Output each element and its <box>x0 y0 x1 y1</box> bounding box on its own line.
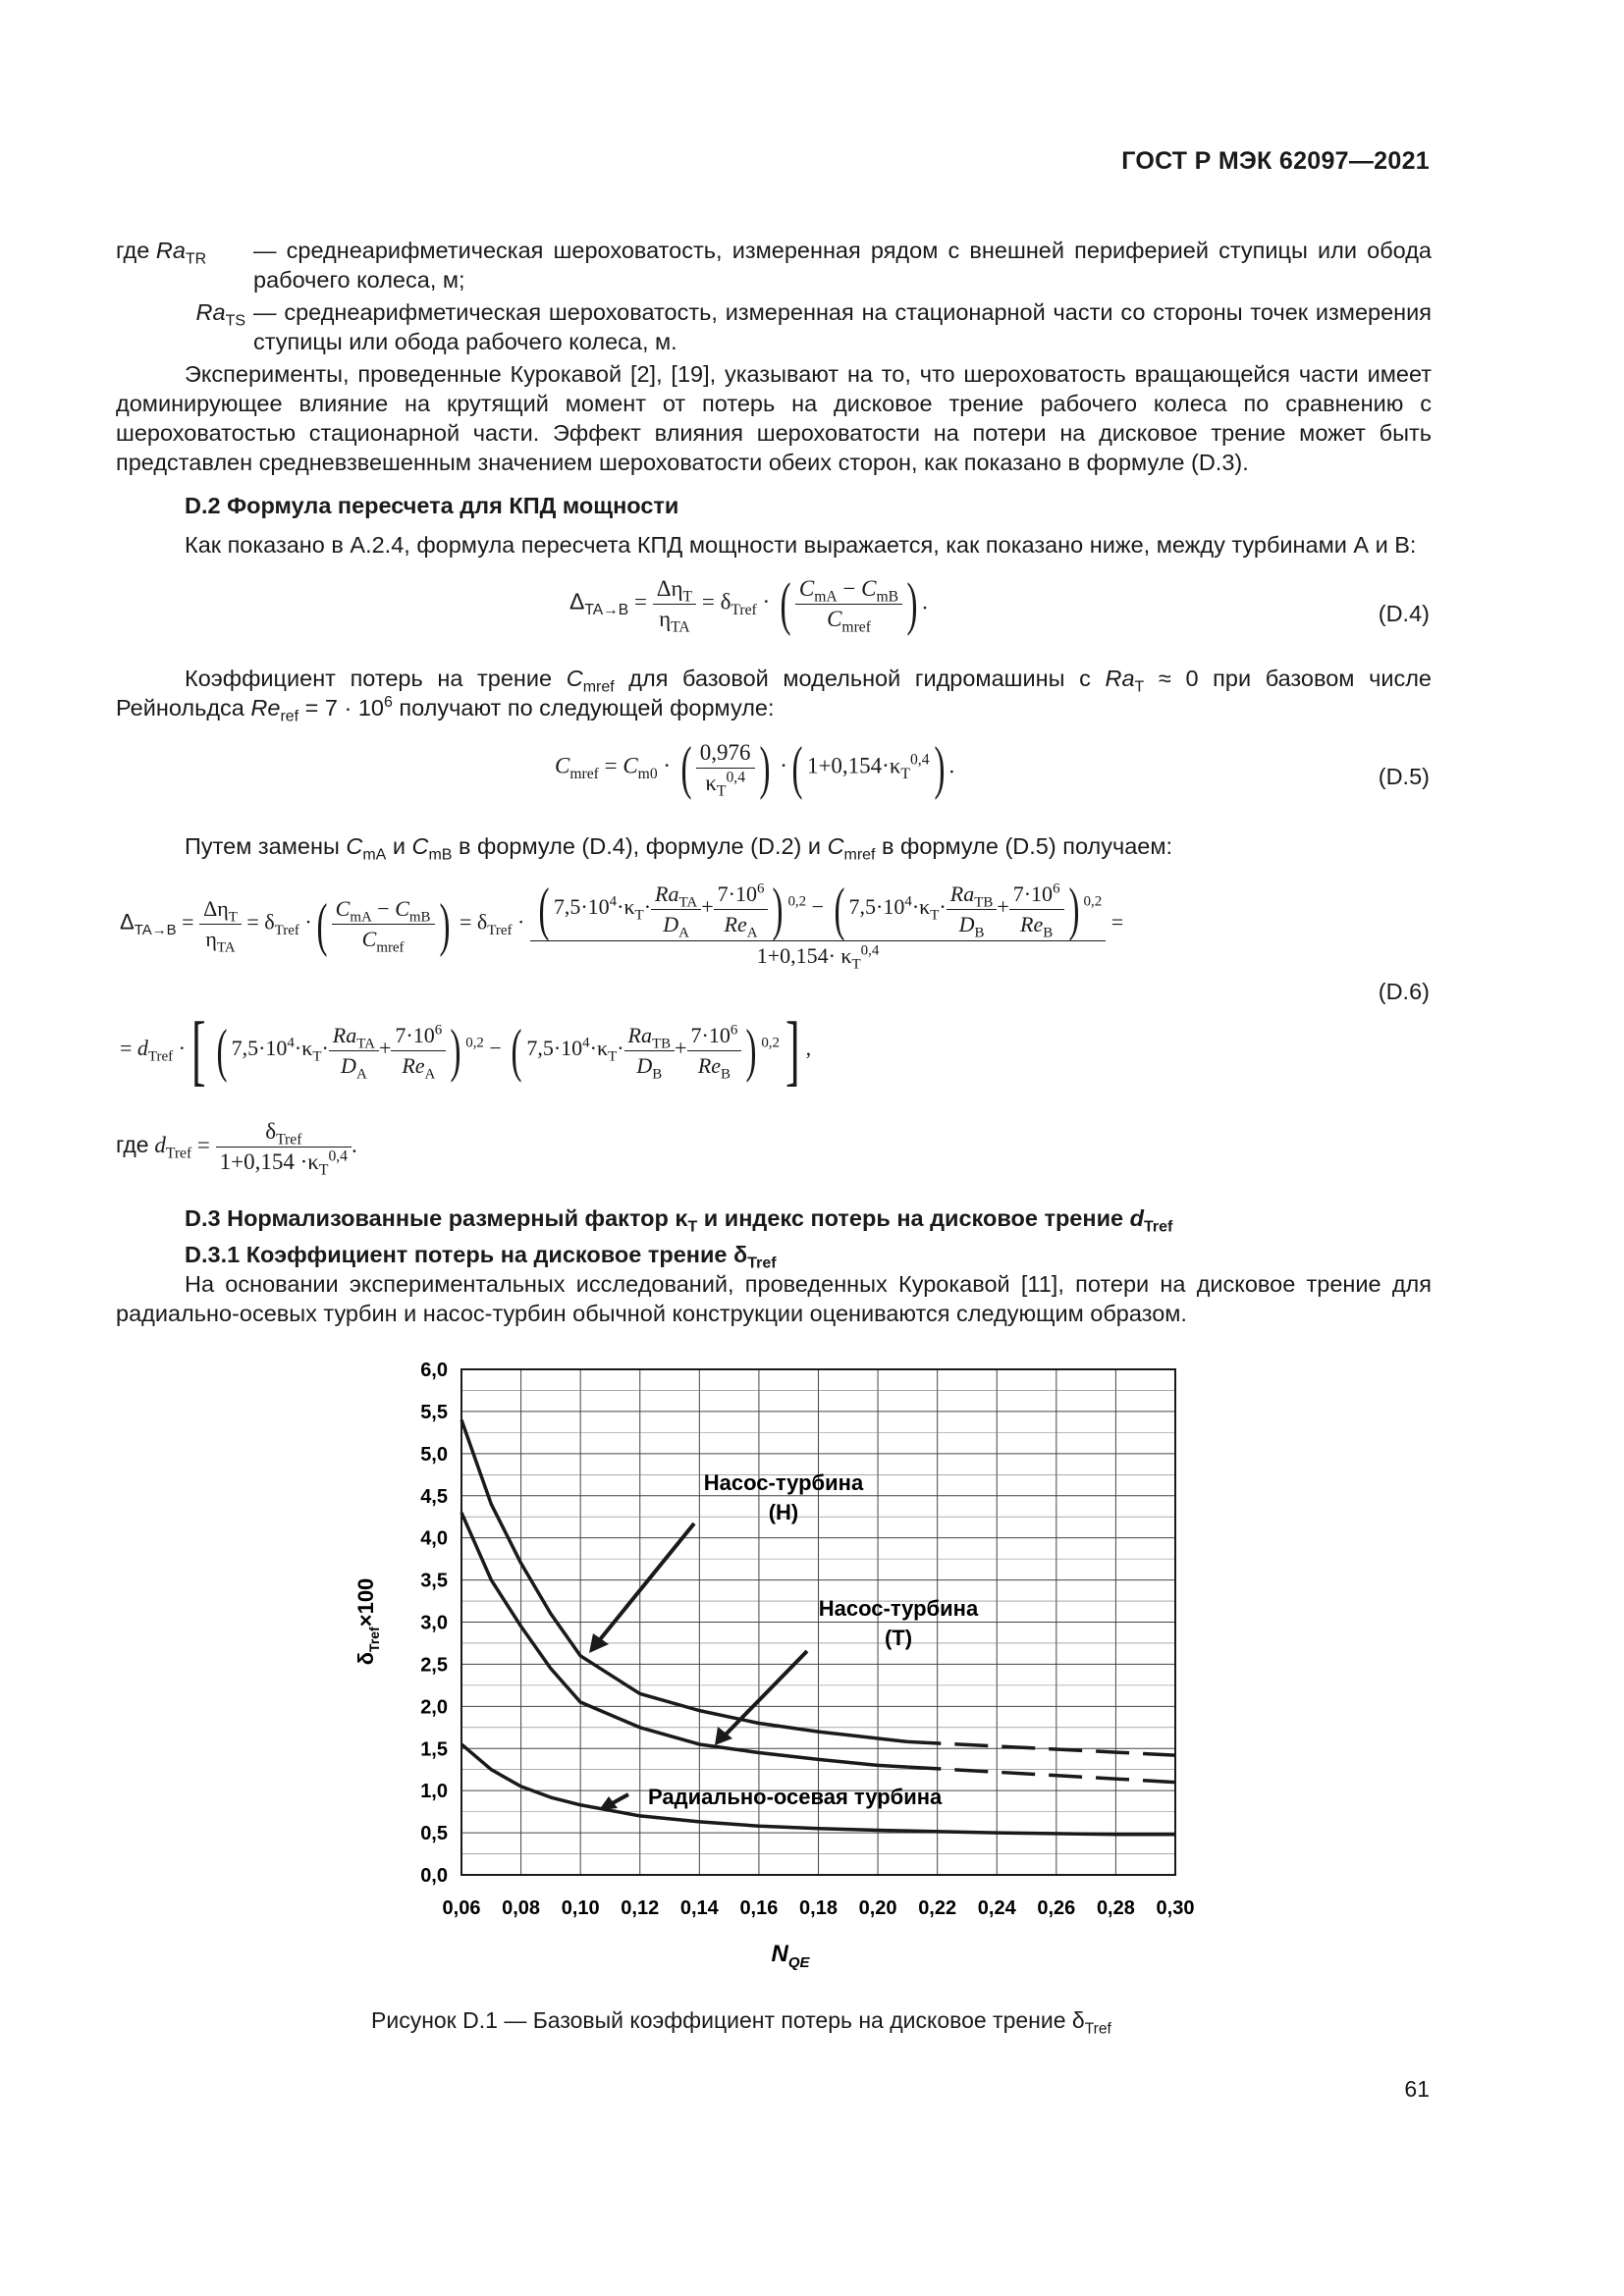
label-radial-axial-turbine: Радиально-осевая турбина <box>648 1785 943 1809</box>
paragraph-d31: На основании экспериментальных исследований, проведенных Курокавой [11], потери на дисковое трение для радиально-осевых турбин и насос-турбин обычной конструкции оцениваются следующим образом. <box>116 1271 1432 1326</box>
arrowhead-pump-turbine-h <box>589 1633 609 1653</box>
x-axis-ticks <box>443 1897 1195 1919</box>
x-tick-label: 0,18 <box>799 1897 838 1919</box>
y-tick-label: 2,0 <box>420 1696 448 1719</box>
x-tick-label: 0,30 <box>1156 1897 1195 1919</box>
y-tick-label: 4,5 <box>420 1485 448 1508</box>
label-pump-turbine-h: Насос-турбина <box>703 1470 864 1495</box>
standard-header: ГОСТ Р МЭК 62097—2021 <box>1121 147 1430 175</box>
x-tick-label: 0,20 <box>858 1897 897 1919</box>
paragraph-substitution: Путем замены $C_{mA}$ и $C_{mB}$ в формуле (D.4), формуле (D.2) и $C_{mref}$ в формуле (D.5) получаем: <box>185 833 1173 864</box>
x-tick-label: 0,12 <box>621 1897 660 1919</box>
x-tick-label: 0,08 <box>502 1897 541 1919</box>
equation-d6-line1: $\Delta_{TA\to B}$ = $\frac{\Delta\eta_T}{\eta_{TA}}$ = $\delta_{Tref}$ ·( $\frac{C_{mA} - C_{mB}}{C_{mref}}$ ) = $\delta_{Tref}$ · ( $7,5\cdot 10^4\cdot\kappa_T\cdot$ $\frac{Ra_{TA}}{D_A}$ + $\frac{7\cdot 10^6}{Re_A}$ ) $^{0,2}$ − ( $7,5\cdot 10^4\cdot\kappa_T\cdot$ $\frac{Ra_{TB}}{D_B}$ + $\frac{7\cdot 10^6}{Re_B}$ ) $^{0,2}$ $1+0,154\cdot \kappa_T^{0,4}$ = <box>120 877 1124 973</box>
series-line-1 <box>461 1513 907 1767</box>
y-tick-label: 1,0 <box>420 1781 448 1803</box>
y-tick-label: 4,0 <box>420 1527 448 1550</box>
y-tick-label: 0,5 <box>420 1823 448 1845</box>
where-label: где <box>116 238 150 263</box>
definition-ratr: где $Ra_{TR}$ — среднеарифметическая шероховатость, измеренная рядом с внешней периферией ступицы или обода рабочего колеса, м; <box>116 238 1432 293</box>
equation-d4-number: (D.4) <box>1378 601 1430 626</box>
x-tick-label: 0,28 <box>1096 1897 1135 1919</box>
x-tick-label: 0,14 <box>679 1897 719 1919</box>
y-tick-label: 0,0 <box>420 1865 448 1887</box>
x-tick-label: 0,06 <box>442 1897 481 1919</box>
y-tick-label: 6,0 <box>420 1360 448 1381</box>
paragraph-d2: Как показано в А.2.4, формула пересчета КПД мощности выражается, как показано ниже, между турбинами А и В: <box>185 532 1417 558</box>
series-line-0 <box>461 1420 907 1742</box>
x-tick-label: 0,24 <box>977 1897 1016 1919</box>
equation-dtref: где $d_{Tref}$ = $\frac{\delta_{Tref}}{1+0,154 \cdot\kappa_T^{0,4}}$ . <box>116 1119 357 1179</box>
equation-d6-number: (D.6) <box>1378 979 1430 1004</box>
label-pump-turbine-t-mode: (Т) <box>884 1626 913 1650</box>
delta-tref-chart <box>334 1355 1218 1983</box>
label-pump-turbine-h-mode: (Н) <box>768 1500 799 1524</box>
section-d3-heading: D.3 Нормализованные размерный фактор $\kappa_T$ и индекс потерь на дисковое трение $d_{Tref}$ <box>185 1205 1173 1236</box>
figure-caption: Рисунок D.1 — Базовый коэффициент потерь на дисковое трение $\delta_{Tref}$ <box>371 2007 1111 2038</box>
equation-d5-number: (D.5) <box>1378 764 1430 789</box>
x-tick-label: 0,26 <box>1037 1897 1076 1919</box>
equation-d5: $C_{mref} = C_{m0}$ · ( $\frac{0,976}{\kappa_T^{0,4}}$ ) ·( $1+0,154\cdot\kappa_T^{0,4}$) . <box>555 735 955 800</box>
paragraph-cmref: Коэффициент потерь на трение $C_{mref}$ для базовой модельной гидромашины с $Ra_T \approx 0$ при базовом числе Рейнольдса $Re_{ref} = 7 \cdot 10^6$ получают по следующей формуле: <box>116 666 1432 725</box>
y-tick-label: 5,5 <box>420 1401 448 1423</box>
page-number: 61 <box>1404 2076 1430 2102</box>
y-tick-label: 5,0 <box>420 1443 448 1466</box>
equation-d6-line2: = $d_{Tref}$ ·[ ( $7,5\cdot 10^4\cdot\kappa_T\cdot$ $\frac{Ra_{TA}}{D_A}$ + $\frac{7\cdot 10^6}{Re_A}$ ) $^{0,2}$ − ( $7,5\cdot 10^4\cdot\kappa_T\cdot$ $\frac{Ra_{TB}}{D_B}$ + $\frac{7\cdot 10^6}{Re_B}$ ) $^{0,2}$] , <box>120 1007 812 1094</box>
y-tick-label: 1,5 <box>420 1738 448 1761</box>
x-tick-label: 0,22 <box>918 1897 957 1919</box>
x-axis-label: $N_{QE}$ <box>771 1941 810 1971</box>
x-tick-label: 0,10 <box>561 1897 600 1919</box>
x-tick-label: 0,16 <box>739 1897 779 1919</box>
section-d31-heading: D.3.1 Коэффициент потерь на дисковое трение $\delta_{Tref}$ <box>185 1242 777 1272</box>
y-axis-ticks <box>420 1360 448 1887</box>
section-d2-heading: D.2 Формула пересчета для КПД мощности <box>185 493 679 518</box>
arrow-pump-turbine-h <box>597 1523 694 1643</box>
y-tick-label: 3,5 <box>420 1570 448 1592</box>
paragraph-kurokawa: Эксперименты, проведенные Курокавой [2], [19], указывают на то, что шероховатость вращающейся части имеет доминирующее влияние на крутящий момент от потерь на дисковое трение рабочего колеса по сравнению с шероховатостью стационарной части. Эффект влияния шероховатости на потери на дисковое трение может быть представлен средневзвешенным значением шероховатости обеих сторон, как показано в формуле (D.3). <box>116 361 1432 475</box>
definition-rats: $Ra_{TS}$ — среднеарифметическая шероховатость, измеренная на стационарной части со стороны точек измерения ступицы или обода рабочего колеса, м. <box>195 299 1432 354</box>
label-pump-turbine-t: Насос-турбина <box>818 1596 979 1621</box>
y-tick-label: 3,0 <box>420 1612 448 1634</box>
y-tick-label: 2,5 <box>420 1654 448 1677</box>
equation-d4: $\Delta_{TA\to B}$ = $\frac{\Delta\eta_T}{\eta_{TA}}$ = $\delta_{Tref}$ · ( $\frac{C_{mA} - C_{mB}}{C_{mref}}$ ) . <box>569 571 928 636</box>
y-axis-label: $\delta_{Tref}\times 100$ <box>353 1577 382 1666</box>
